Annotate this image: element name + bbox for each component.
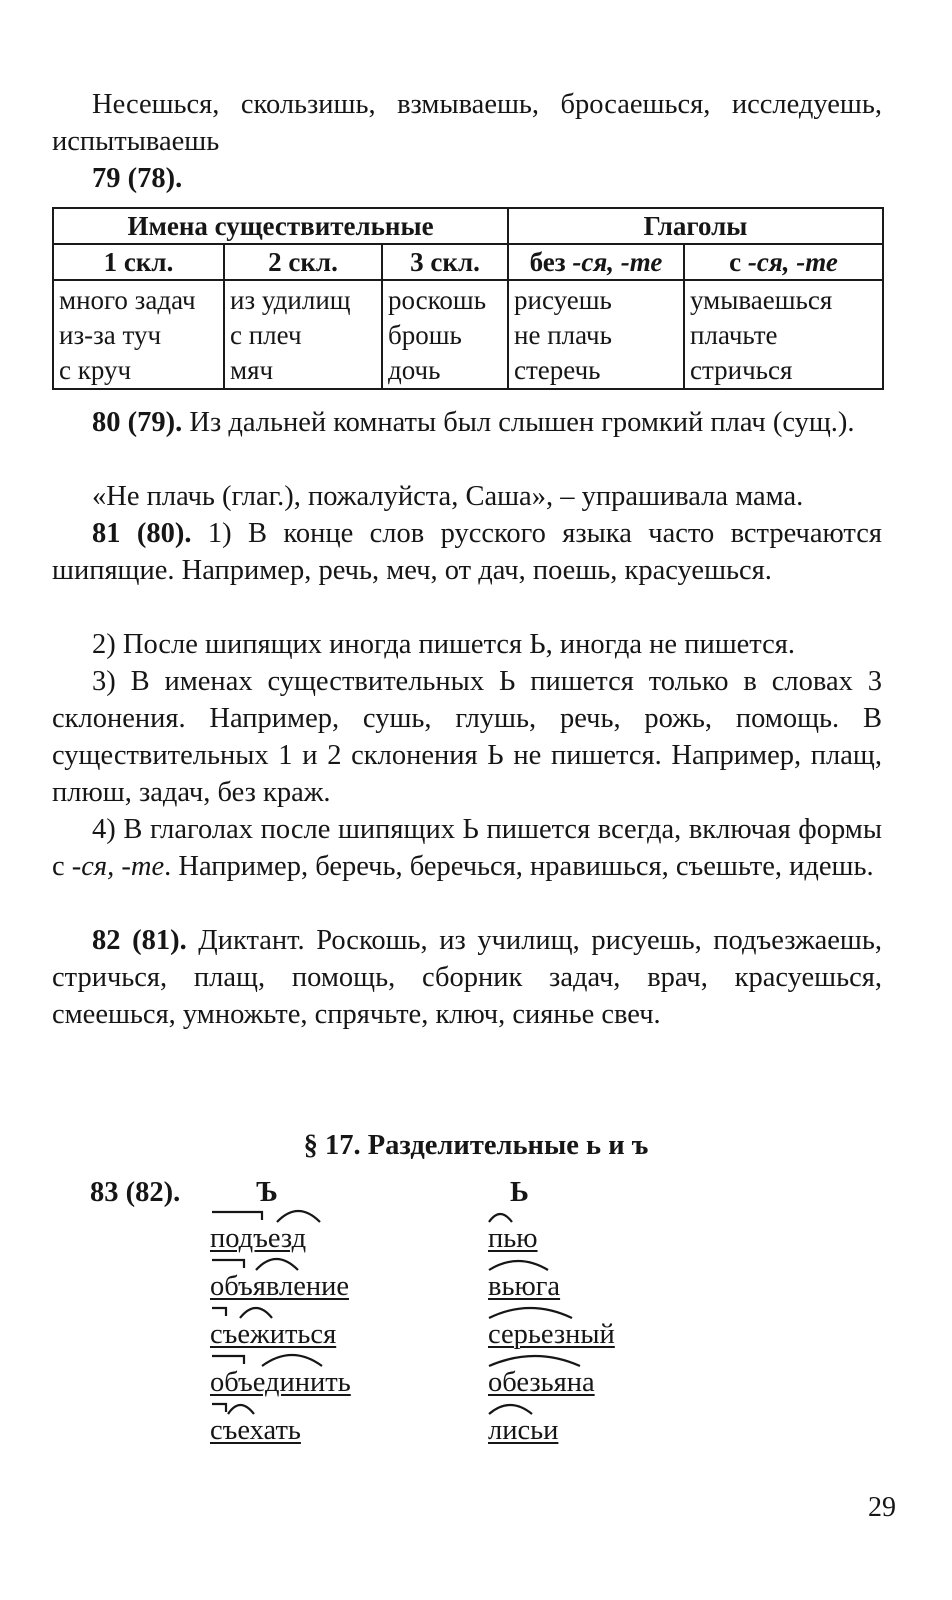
- section-heading: § 17. Разделительные ь и ъ: [303, 1130, 649, 1161]
- exercise-81-text-1: 1) В конце слов русского языка часто встречаются шипящие. Например, речь, меч, от дач, поешь, красуешься.: [52, 518, 882, 586]
- table-col-verbs-without: [508, 280, 684, 389]
- table-col-decl-1: [53, 280, 224, 389]
- table-cell: плачьте: [690, 320, 778, 350]
- subheader-decl-2: 2 скл.: [224, 244, 382, 280]
- exercise-80-quote: «Не плачь (глаг.), пожалуйста, Саша», – упрашивала мама.: [92, 481, 804, 512]
- table-cell: с круч: [59, 355, 132, 385]
- table-cell: роскошь: [388, 285, 487, 315]
- subheader-decl-1: 1 скл.: [53, 244, 224, 280]
- prefix-mark: [212, 1308, 226, 1316]
- subheader-with-sya-te: с -ся, -те: [684, 244, 883, 280]
- hard-sign-word: объявление: [210, 1271, 349, 1302]
- table-col-decl-2: [224, 280, 382, 389]
- subheader-without-sya-te: без -ся, -те: [508, 244, 684, 280]
- table-group-header-row: [53, 208, 883, 244]
- exercise-81-paragraph-3: 3) В именах существительных Ь пишется только в словах 3 склонения. Например, сушь, глушь, речь, рожь, помощь. В существительных 1 и 2 склонения Ь не пишется. Например, плащ, плюш, задач, без краж.: [52, 666, 882, 808]
- exercise-83-label: 83 (82).: [90, 1177, 181, 1208]
- table-cell: из-за туч: [59, 320, 162, 350]
- header-nouns: Имена существительные: [53, 208, 508, 244]
- table-cell: не плачь: [514, 320, 612, 350]
- exercise-80-paragraph: [52, 404, 882, 441]
- exercise-81-text-4c: . Например, беречь, беречься, нравишься, съешьте, идешь.: [164, 851, 874, 882]
- hard-sign-word: подъезд: [210, 1223, 307, 1254]
- table-cell: умываешься: [690, 285, 833, 315]
- header-verbs: Глаголы: [508, 208, 883, 244]
- page-number: 29: [868, 1492, 896, 1523]
- exercise-79-label: 79 (78).: [92, 163, 183, 194]
- soft-sign-word: лисьи: [488, 1415, 559, 1446]
- table-cell: брошь: [388, 320, 462, 350]
- prefix-mark: [212, 1212, 262, 1220]
- table-cell: много задач: [59, 285, 196, 315]
- exercise-81-paragraph-4: [52, 811, 882, 885]
- soft-sign-word: обезьяна: [488, 1367, 595, 1398]
- prefix-mark: [212, 1356, 244, 1364]
- hard-sign-word: съежиться: [210, 1319, 337, 1350]
- table-cell: с плеч: [230, 320, 302, 350]
- exercise-82-paragraph: [52, 922, 882, 1033]
- exercise-81-paragraph-2: 2) После шипящих иногда пишется Ь, иногда не пишется.: [92, 629, 795, 660]
- subheader-decl-3: 3 скл.: [382, 244, 508, 280]
- hard-sign-word: съехать: [210, 1415, 301, 1446]
- prefix-mark: [212, 1260, 244, 1268]
- table-cell: дочь: [388, 355, 441, 385]
- table-col-decl-3: [382, 280, 508, 389]
- soft-sign-word: вьюга: [488, 1271, 561, 1302]
- hard-sign-word: объединить: [210, 1367, 351, 1398]
- exercise-82-label: 82 (81).: [92, 925, 187, 956]
- declension-table: [52, 207, 884, 390]
- exercise-82-text: Диктант. Роскошь, из училищ, рисуешь, подъезжаешь, стричься, плащ, помощь, сборник задач, врач, красуешься, смеешься, умножьте, спрячьте, ключ, сиянье свеч.: [52, 925, 883, 1030]
- table-cell: стричься: [690, 355, 793, 385]
- hard-sign-header: Ъ: [256, 1177, 278, 1208]
- table-cell: рисуешь: [514, 285, 612, 315]
- table-subheader-row: [53, 244, 883, 280]
- soft-sign-word: серьезный: [488, 1319, 615, 1350]
- table-cell: мяч: [230, 355, 274, 385]
- exercise-80-text: Из дальней комнаты был слышен громкий плач (сущ.).: [189, 407, 855, 438]
- exercise-79-number: [52, 160, 882, 197]
- soft-sign-word: пью: [488, 1223, 538, 1254]
- prefix-mark: [212, 1404, 226, 1412]
- table-cell: из удилищ: [230, 285, 351, 315]
- soft-sign-header: Ь: [510, 1177, 529, 1208]
- exercise-81-suffixes: -ся, -те: [71, 851, 165, 882]
- exercise-80-label: 80 (79).: [92, 407, 183, 438]
- exercise-81-text-4a: 4) В глаголах после шипящих Ь пишется всегда, включая формы с: [52, 814, 882, 882]
- table-body-row: [53, 280, 883, 389]
- table-cell: стеречь: [514, 355, 601, 385]
- exercise-81-label: 81 (80).: [92, 518, 192, 549]
- top-continuation-text: Несешься, скользишь, взмываешь, бросаешься, исследуешь, испытываешь: [52, 89, 882, 157]
- table-col-verbs-with: [684, 280, 883, 389]
- exercise-81-paragraph-1: [52, 515, 882, 589]
